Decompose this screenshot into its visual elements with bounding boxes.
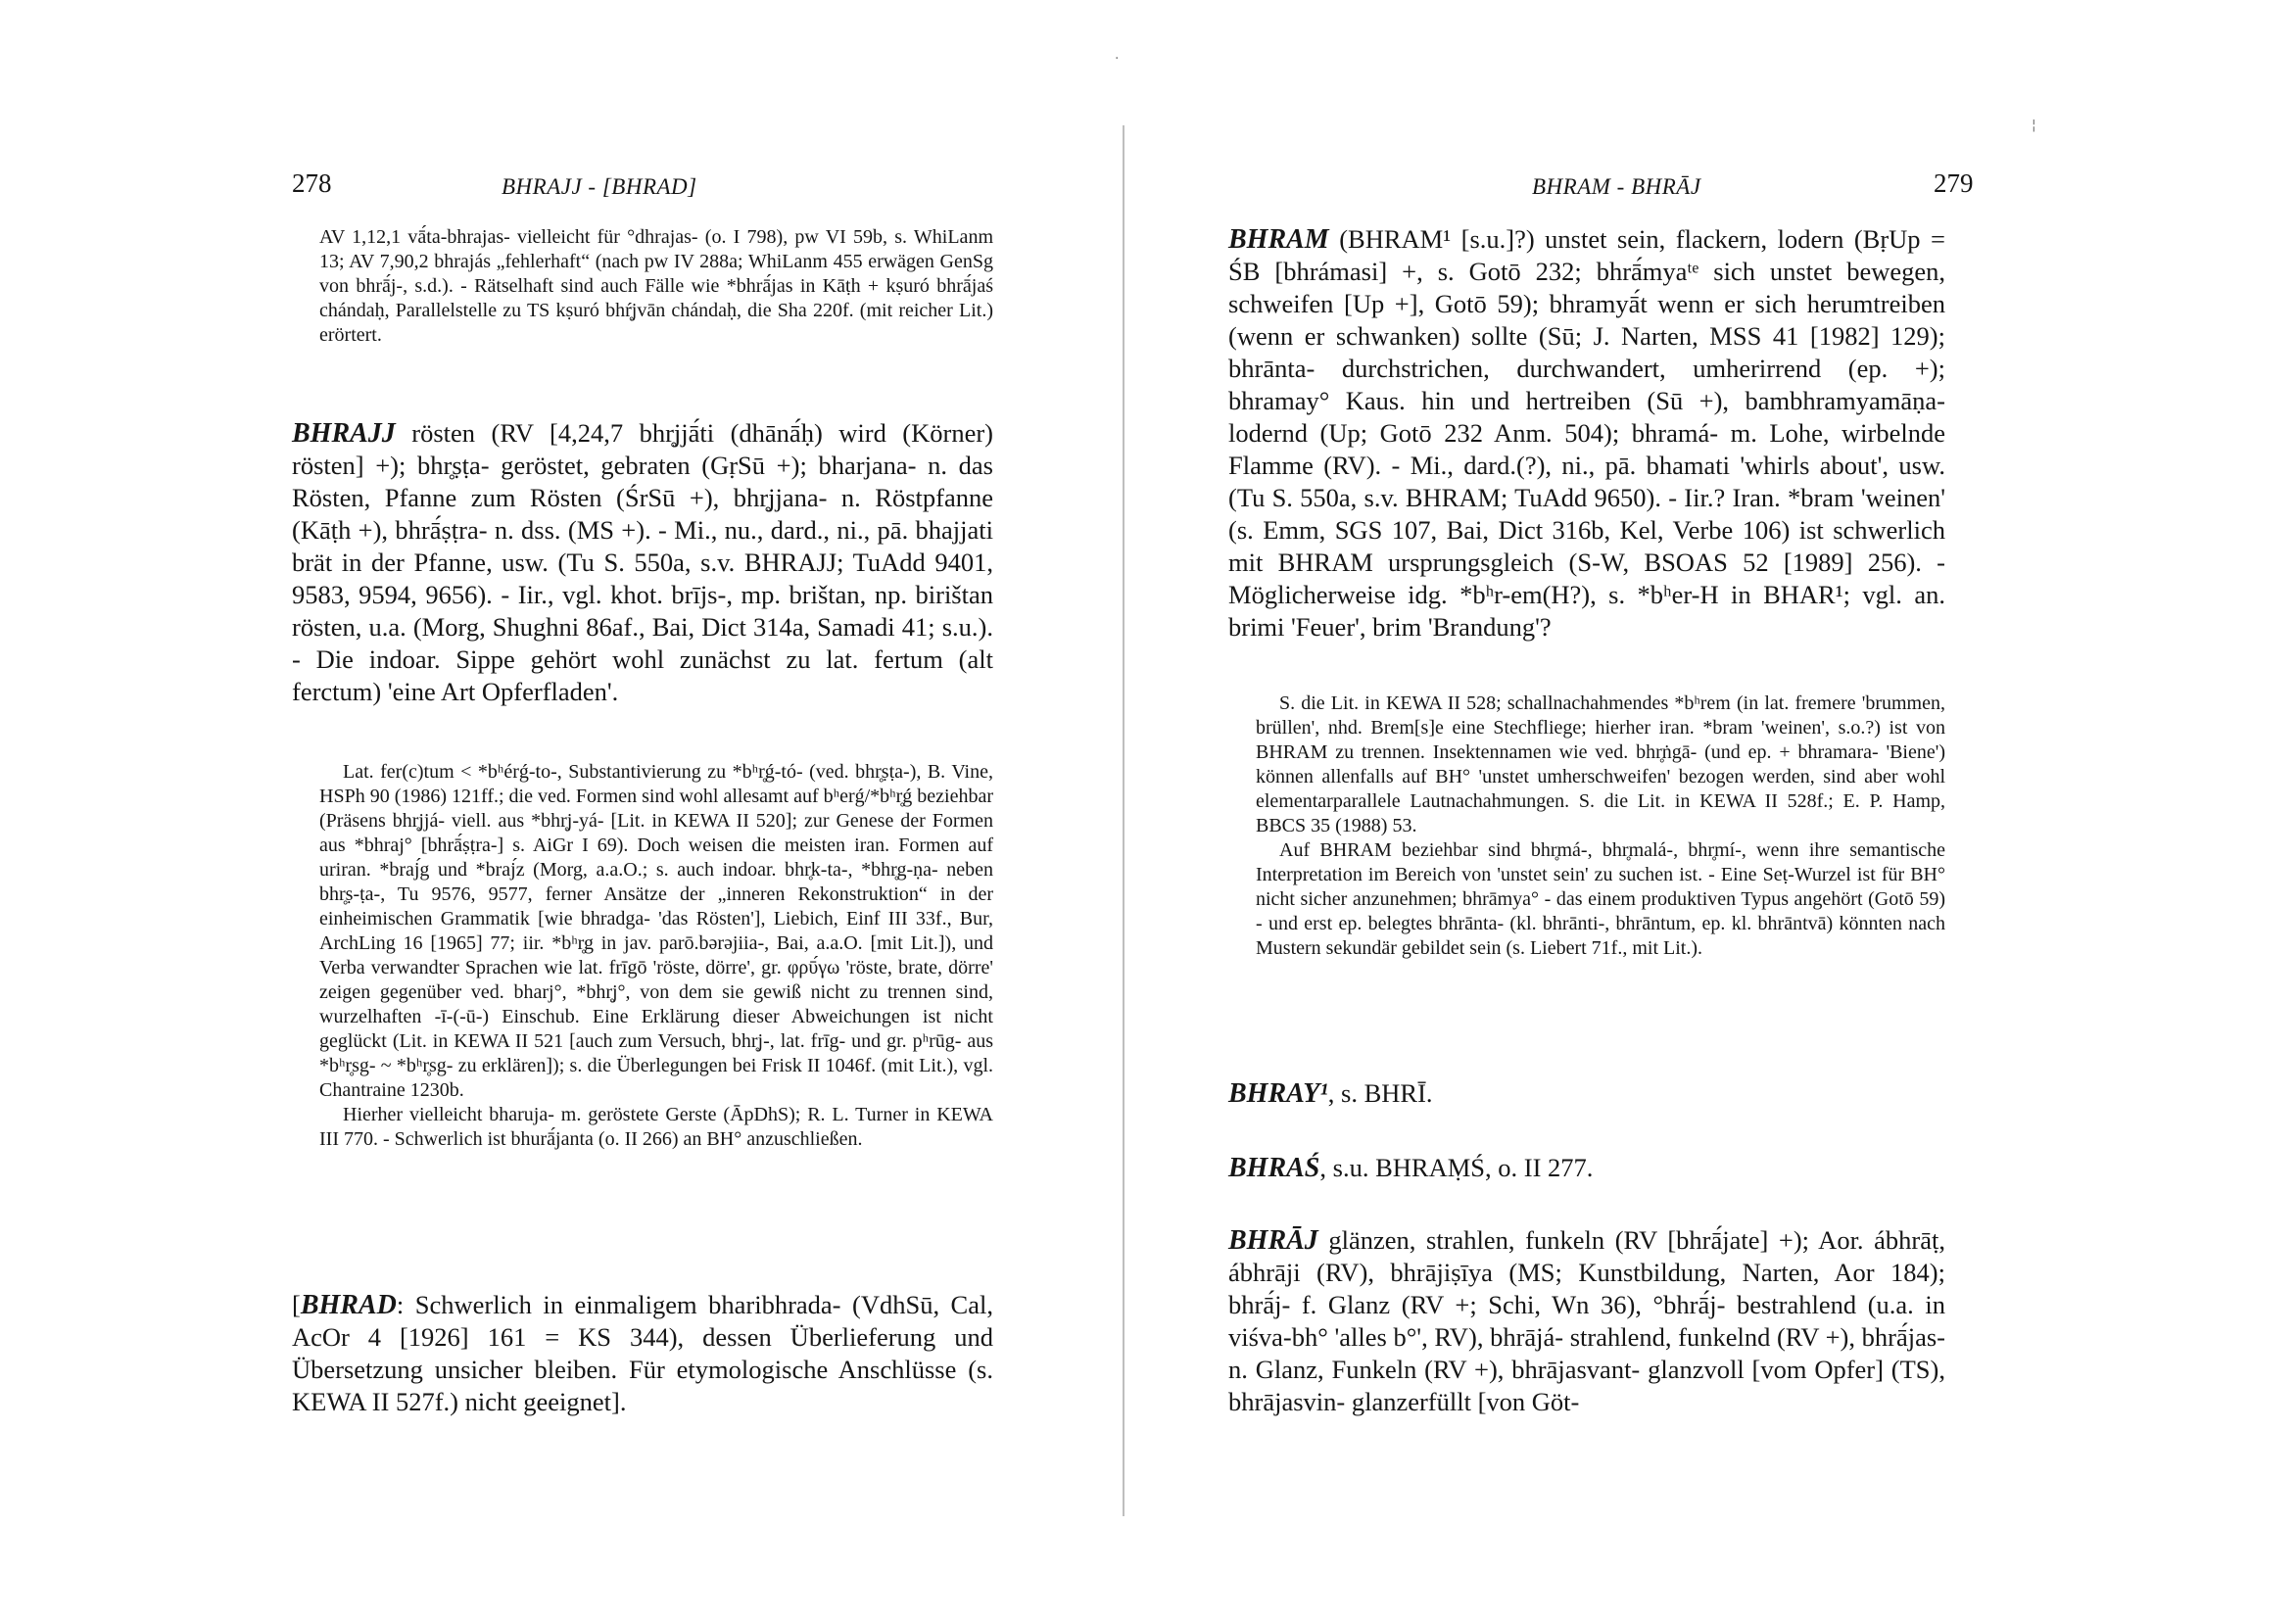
- lemma-bhray: BHRAY¹: [1228, 1078, 1328, 1109]
- entry-bhraj: [1228, 1224, 1945, 1418]
- entry-bhrajj-text: rösten (RV [4,24,7 bhr̥jjā́ti (dhānā́ḥ) wird (Körner) rösten] +); bhr̥ṣṭa- geröstet, gebraten (GṛSū +); bharjana- n. das Rösten, Pfanne zum Rösten (ŚrSū +), bhr̥jjana- n. Röstpfanne (Kāṭh +), bhrā́ṣṭra- n. dss. (MS +). - Mi., nu., dard., ni., pā. bhajjati brät in der Pfanne, usw. (Tu S. 550a, s.v. BHRAJJ; TuAdd 9401, 9583, 9594, 9656). - Iir., vgl. khot. brījs-, mp. brištan, np. birištan rösten, u.a. (Morg, Shughni 86af., Bai, Dict 314a, Samadi 41; s.u.). - Die indoar. Sippe gehört wohl zunächst zu lat. fertum (alt ferctum) 'eine Art Opferfladen'.: [292, 418, 993, 706]
- note-bhram-para-1: S. die Lit. in KEWA II 528; schallnachahmendes *bʰrem (in lat. fremere 'brummen, brüllen', nhd. Brem[s]e eine Stechfliege; hierher iran. *bram 'weinen', s.o.?) ist von BHRAM zu trennen. Insektennamen wie ved. bhr̥ṅgā- (und ep. + bhramara- 'Biene') können allenfalls auf BH° 'unstet umherschweifen' bezogen werden, sind aber wohl elementarparallele Lautnachahmungen. S. die Lit. in KEWA II 528f.; E. P. Hamp, BBCS 35 (1988) 53.: [1256, 692, 1945, 836]
- lemma-bhrad: BHRAD: [300, 1290, 397, 1320]
- entry-bhram: [1228, 223, 1945, 644]
- entry-bhram-text: (BHRAM¹ [s.u.]?) unstet sein, flackern, lodern (BṛUp = ŚB [bhrámasi] +, s. Gotō 232; bhrā́myaᵗᵉ sich unstet bewegen, schweifen [Up +], Gotō 59); bhramyā́t wenn er sich herumtreiben (wenn er schwanken) sollte (Sū; J. Narten, MSS 41 [1982] 129); bhrānta- durchstrichen, durchwandert, umherirrend (ep. +); bhramay° Kaus. hin und hertreiben (Sū +), bambhramyamāṇa- lodernd (Up; Gotō 232 Anm. 504); bhramá- m. Lohe, wirbelnde Flamme (RV). - Mi., dard.(?), ni., pā. bhamati 'whirls about', usw. (Tu S. 550a, s.v. BHRAM; TuAdd 9650). - Iir.? Iran. *bram 'weinen' (s. Emm, SGS 107, Bai, Dict 316b, Kel, Verbe 106) ist schwerlich mit BHRAM ursprungsgleich (S-W, BSOAS 52 [1989] 256). - Möglicherweise idg. *bʰr-em(H?), s. *bʰer-H in BHAR¹; vgl. an. brimi 'Feuer', brim 'Brandung'?: [1228, 224, 1945, 642]
- entry-bhras-text: , s.u. BHRAṂŚ, o. II 277.: [1319, 1153, 1594, 1182]
- lemma-bhrajj: BHRAJJ: [292, 418, 396, 449]
- lemma-bhraj: BHRĀJ: [1228, 1225, 1318, 1256]
- note-bhram: [1256, 692, 1945, 961]
- note-bhrajj-para-2: Hierher vielleicht bharuja- m. geröstete Gerste (ĀpDhS); R. L. Turner in KEWA III 770. - Schwerlich ist bhurā́janta (o. II 266) an BH° anzuschließen.: [319, 1104, 993, 1150]
- left-page: [0, 0, 1146, 1622]
- entry-bhray: [1228, 1077, 1945, 1110]
- entry-bhras: [1228, 1152, 1945, 1184]
- lemma-bhras: BHRAŚ: [1228, 1153, 1320, 1183]
- entry-bhray-text: , s. BHRĪ.: [1327, 1078, 1433, 1108]
- running-head-right: BHRAM - BHRĀJ: [1532, 174, 1701, 199]
- lemma-bhram: BHRAM: [1228, 224, 1329, 255]
- scan-mark-top: ·: [1115, 51, 1120, 67]
- entry-bhraj-text: glänzen, strahlen, funkeln (RV [bhrā́jate] +); Aor. ábhrāṭ, ábhrāji (RV), bhrājiṣīya (MS; Kunstbildung, Narten, Aor 184); bhrā́j- f. Glanz (RV +; Schi, Wn 36), °bhrā́j- bestrahlend (u.a. in viśva-bh° 'alles b°', RV), bhrājá- strahlend, funkelnd (RV +), bhrā́jas- n. Glanz, Funkeln (RV +), bhrājasvant- glanzvoll [vom Opfer] (TS), bhrājasvin- glanzerfüllt [von Göt-: [1228, 1225, 1945, 1416]
- note-bhrajj: [319, 760, 993, 1152]
- entry-bhrad: [292, 1289, 993, 1418]
- running-head-left: BHRAJJ - [BHRAD]: [502, 174, 697, 199]
- entry-bhrad-text: : Schwerlich in einmaligem bharibhrada- (VdhSū, Cal, AcOr 4 [1926] 161 = KS 344), dessen Überlieferung und Übersetzung unsicher bleiben. Für etymologische Anschlüsse (s. KEWA II 527f.) nicht geeignet].: [292, 1290, 993, 1416]
- entry-bhrajj: [292, 417, 993, 708]
- scan-mark-right: ¦: [2032, 118, 2036, 133]
- page-number-right: 279: [1934, 168, 1974, 198]
- right-page: [1148, 0, 2296, 1622]
- gutter-line: [1123, 125, 1124, 1516]
- note-bhrajj-para-1: Lat. fer(c)tum < *bʰérǵ-to-, Substantivierung zu *bʰr̥ǵ-tó- (ved. bhr̥ṣṭa-), B. Vine, HSPh 90 (1986) 121ff.; die ved. Formen sind wohl allesamt auf bʰerǵ/*bʰr̥ǵ beziehbar (Präsens bhr̥jjá- viell. aus *bhr̥j-yá- [Lit. in KEWA II 520]; zur Genese der Formen aus *bhraj° [bhrā́ṣṭra-] s. AiGr I 69). Doch weisen die meisten iran. Formen auf uriran. *braj́g und *braj́z (Morg, a.a.O.; s. auch indoar. bhr̥k-ta-, *bhr̥g-ṇa- neben bhr̥ṣ-ṭa-, Tu 9576, 9577, ferner Ansätze der „inneren Rekonstruktion“ in der einheimischen Grammatik [wie bhradga- 'das Rösten'], Liebich, Einf III 33f., Bur, ArchLing 16 [1965] 77; iir. *bʰr̥g in jav. parō.bərəjiia-, Bai, a.a.O. [mit Lit.]), und Verba verwandter Sprachen wie lat. frīgō 'röste, dörre', gr. φρῡ́γω 'röste, brate, dörre' zeigen gegenüber ved. bharj°, *bhr̥j°, von dem sie gewiß nicht zu trennen sind, wurzelhaften -ī-(-ū-) Einschub. Eine Erklärung dieser Abweichungen ist nicht geglückt (Lit. in KEWA II 521 [auch zum Versuch, bhr̥j-, lat. frīg- und gr. pʰrūg- aus *bʰr̥sg- ~ *bʰr̥sg- zu erklären]); s. die Überlegungen bei Frisk II 1046f. (mit Lit.), vgl. Chantraine 1230b.: [319, 761, 993, 1101]
- note-bhram-para-2: Auf BHRAM beziehbar sind bhr̥má-, bhr̥malá-, bhr̥mí-, wenn ihre semantische Interpretation im Bereich von 'unstet sein' zu suchen ist. - Eine Seṭ-Wurzel ist für BH° nicht sicher anzunehmen; bhrāmya° - das einem produktiven Typus angehört (Gotō 59) - und erst ep. belegtes bhrānta- (kl. bhrānti-, bhrāntum, ep. kl. bhrāntvā) könnten nach Mustern sekundär gebildet sein (s. Liebert 71f., mit Lit.).: [1256, 839, 1945, 959]
- continuation-text: AV 1,12,1 vā́ta-bhrajas- vielleicht für °dhrajas- (o. I 798), pw VI 59b, s. WhiLanm 13; AV 7,90,2 bhrajás „fehlerhaft“ (nach pw IV 288a; WhiLanm 455 erwägen GenSg von bhrā́j-, s.d.). - Rätselhaft sind auch Fälle wie *bhrā́jas in Kāṭh + kṣuró bhrā́jaś chándaḥ, Parallelstelle zu TS kṣuró bhŕ̥jvān chándaḥ, die Sha 220f. (mit reicher Lit.) erörtert.: [319, 226, 993, 346]
- continuation-note: [319, 225, 993, 348]
- page-number-left: 278: [292, 168, 332, 198]
- entry-bhrad-bracket: [: [292, 1290, 301, 1319]
